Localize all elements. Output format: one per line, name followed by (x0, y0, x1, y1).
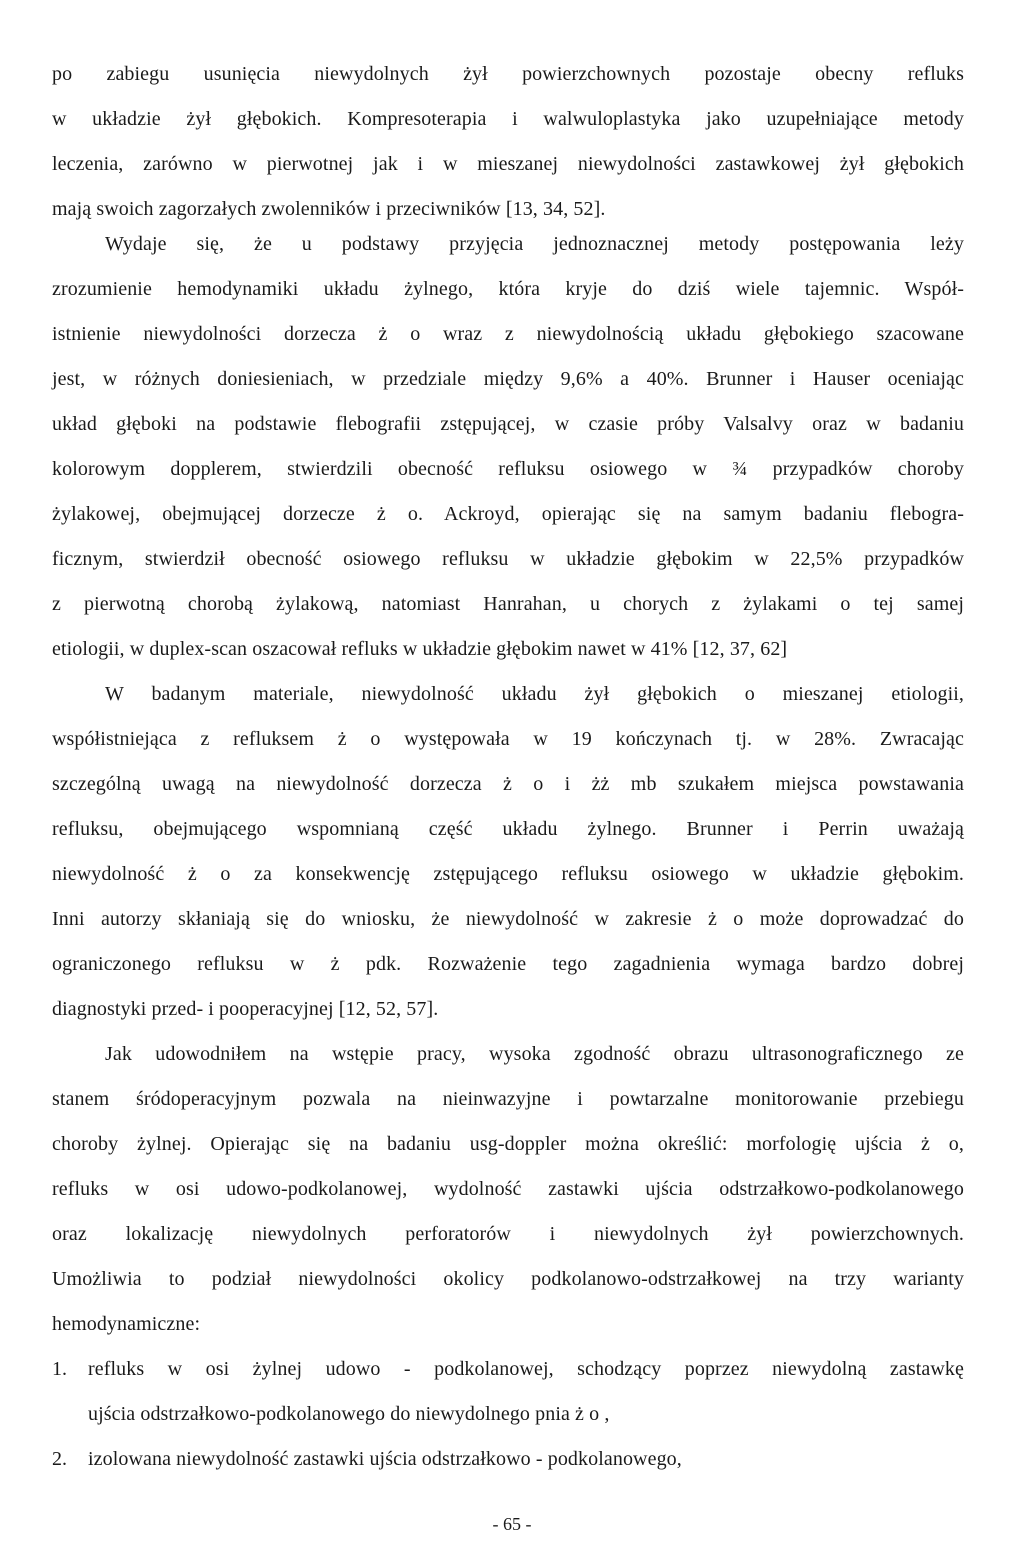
text-line: w układzie żył głębokich. Kompresoterapia i walwuloplastyka jako uzupełniające metody (52, 108, 964, 130)
text-line: hemodynamiczne: (52, 1313, 201, 1335)
list-item-text: izolowana niewydolność zastawki ujścia odstrzałkowo - podkolanowego, (88, 1448, 682, 1470)
text-line: refluks w osi udowo-podkolanowej, wydolność zastawki ujścia odstrzałkowo-podkolanowego (52, 1178, 964, 1200)
text-line: choroby żylnej. Opierając się na badaniu usg-doppler można określić: morfologię ujścia ż o, (52, 1133, 964, 1155)
text-line: Wydaje się, że u podstawy przyjęcia jednoznacznej metody postępowania leży (105, 233, 964, 255)
text-line: szczególną uwagą na niewydolność dorzecza ż o i żż mb szukałem miejsca powstawania (52, 773, 964, 795)
list-item-number: 1. (52, 1358, 67, 1380)
text-line: etiologii, w duplex-scan oszacował refluks w układzie głębokim nawet w 41% [12, 37, 62] (52, 638, 788, 660)
text-line: Jak udowodniłem na wstępie pracy, wysoka zgodność obrazu ultrasonograficznego ze (105, 1043, 964, 1065)
text-line: mają swoich zagorzałych zwolenników i przeciwników [13, 34, 52]. (52, 198, 606, 220)
text-line: istnienie niewydolności dorzecza ż o wraz z niewydolnością układu głębokiego szacowane (52, 323, 964, 345)
page-number: - 65 - (492, 1514, 532, 1534)
text-line: oraz lokalizację niewydolnych perforatorów i niewydolnych żył powierzchownych. (52, 1223, 964, 1245)
text-line: zrozumienie hemodynamiki układu żylnego, która kryje do dziś wiele tajemnic. Współ- (52, 278, 964, 300)
text-line: niewydolność ż o za konsekwencję zstępującego refluksu osiowego w układzie głębokim. (52, 863, 964, 885)
text-line: ficznym, stwierdził obecność osiowego refluksu w układzie głębokim w 22,5% przypadków (52, 548, 964, 570)
text-line: diagnostyki przed- i pooperacyjnej [12, 52, 57]. (52, 998, 439, 1020)
list-item-text: refluks w osi żylnej udowo - podkolanowej, schodzący poprzez niewydolną zastawkę (88, 1358, 964, 1380)
list-item-number: 2. (52, 1448, 67, 1470)
text-line: W badanym materiale, niewydolność układu żył głębokich o mieszanej etiologii, (105, 683, 964, 705)
text-line: kolorowym dopplerem, stwierdzili obecność refluksu osiowego w ¾ przypadków choroby (52, 458, 964, 480)
list-item-text: ujścia odstrzałkowo-podkolanowego do niewydolnego pnia ż o , (88, 1403, 610, 1425)
text-line: układ głęboki na podstawie flebografii zstępującej, w czasie próby Valsalvy oraz w badaniu (52, 413, 964, 435)
text-line: leczenia, zarówno w pierwotnej jak i w mieszanej niewydolności zastawkowej żył głębokich (52, 153, 964, 175)
text-line: stanem śródoperacyjnym pozwala na nieinwazyjne i powtarzalne monitorowanie przebiegu (52, 1088, 964, 1110)
text-line: refluksu, obejmującego wspomnianą część układu żylnego. Brunner i Perrin uważają (52, 818, 964, 840)
text-line: z pierwotną chorobą żylakową, natomiast Hanrahan, u chorych z żylakami o tej samej (52, 593, 964, 615)
text-line: Umożliwia to podział niewydolności okolicy podkolanowo-odstrzałkowej na trzy warianty (52, 1268, 964, 1290)
text-line: Inni autorzy skłaniają się do wniosku, że niewydolność w zakresie ż o może doprowadzać do (52, 908, 964, 930)
text-line: jest, w różnych doniesieniach, w przedziale między 9,6% a 40%. Brunner i Hauser oceniając (52, 368, 964, 390)
text-line: współistniejąca z refluksem ż o występowała w 19 kończynach tj. w 28%. Zwracając (52, 728, 964, 750)
text-line: po zabiegu usunięcia niewydolnych żył powierzchownych pozostaje obecny refluks (52, 63, 964, 85)
text-line: ograniczonego refluksu w ż pdk. Rozważenie tego zagadnienia wymaga bardzo dobrej (52, 953, 964, 975)
text-line: żylakowej, obejmującej dorzecze ż o. Ackroyd, opierając się na samym badaniu flebogra- (52, 503, 964, 525)
